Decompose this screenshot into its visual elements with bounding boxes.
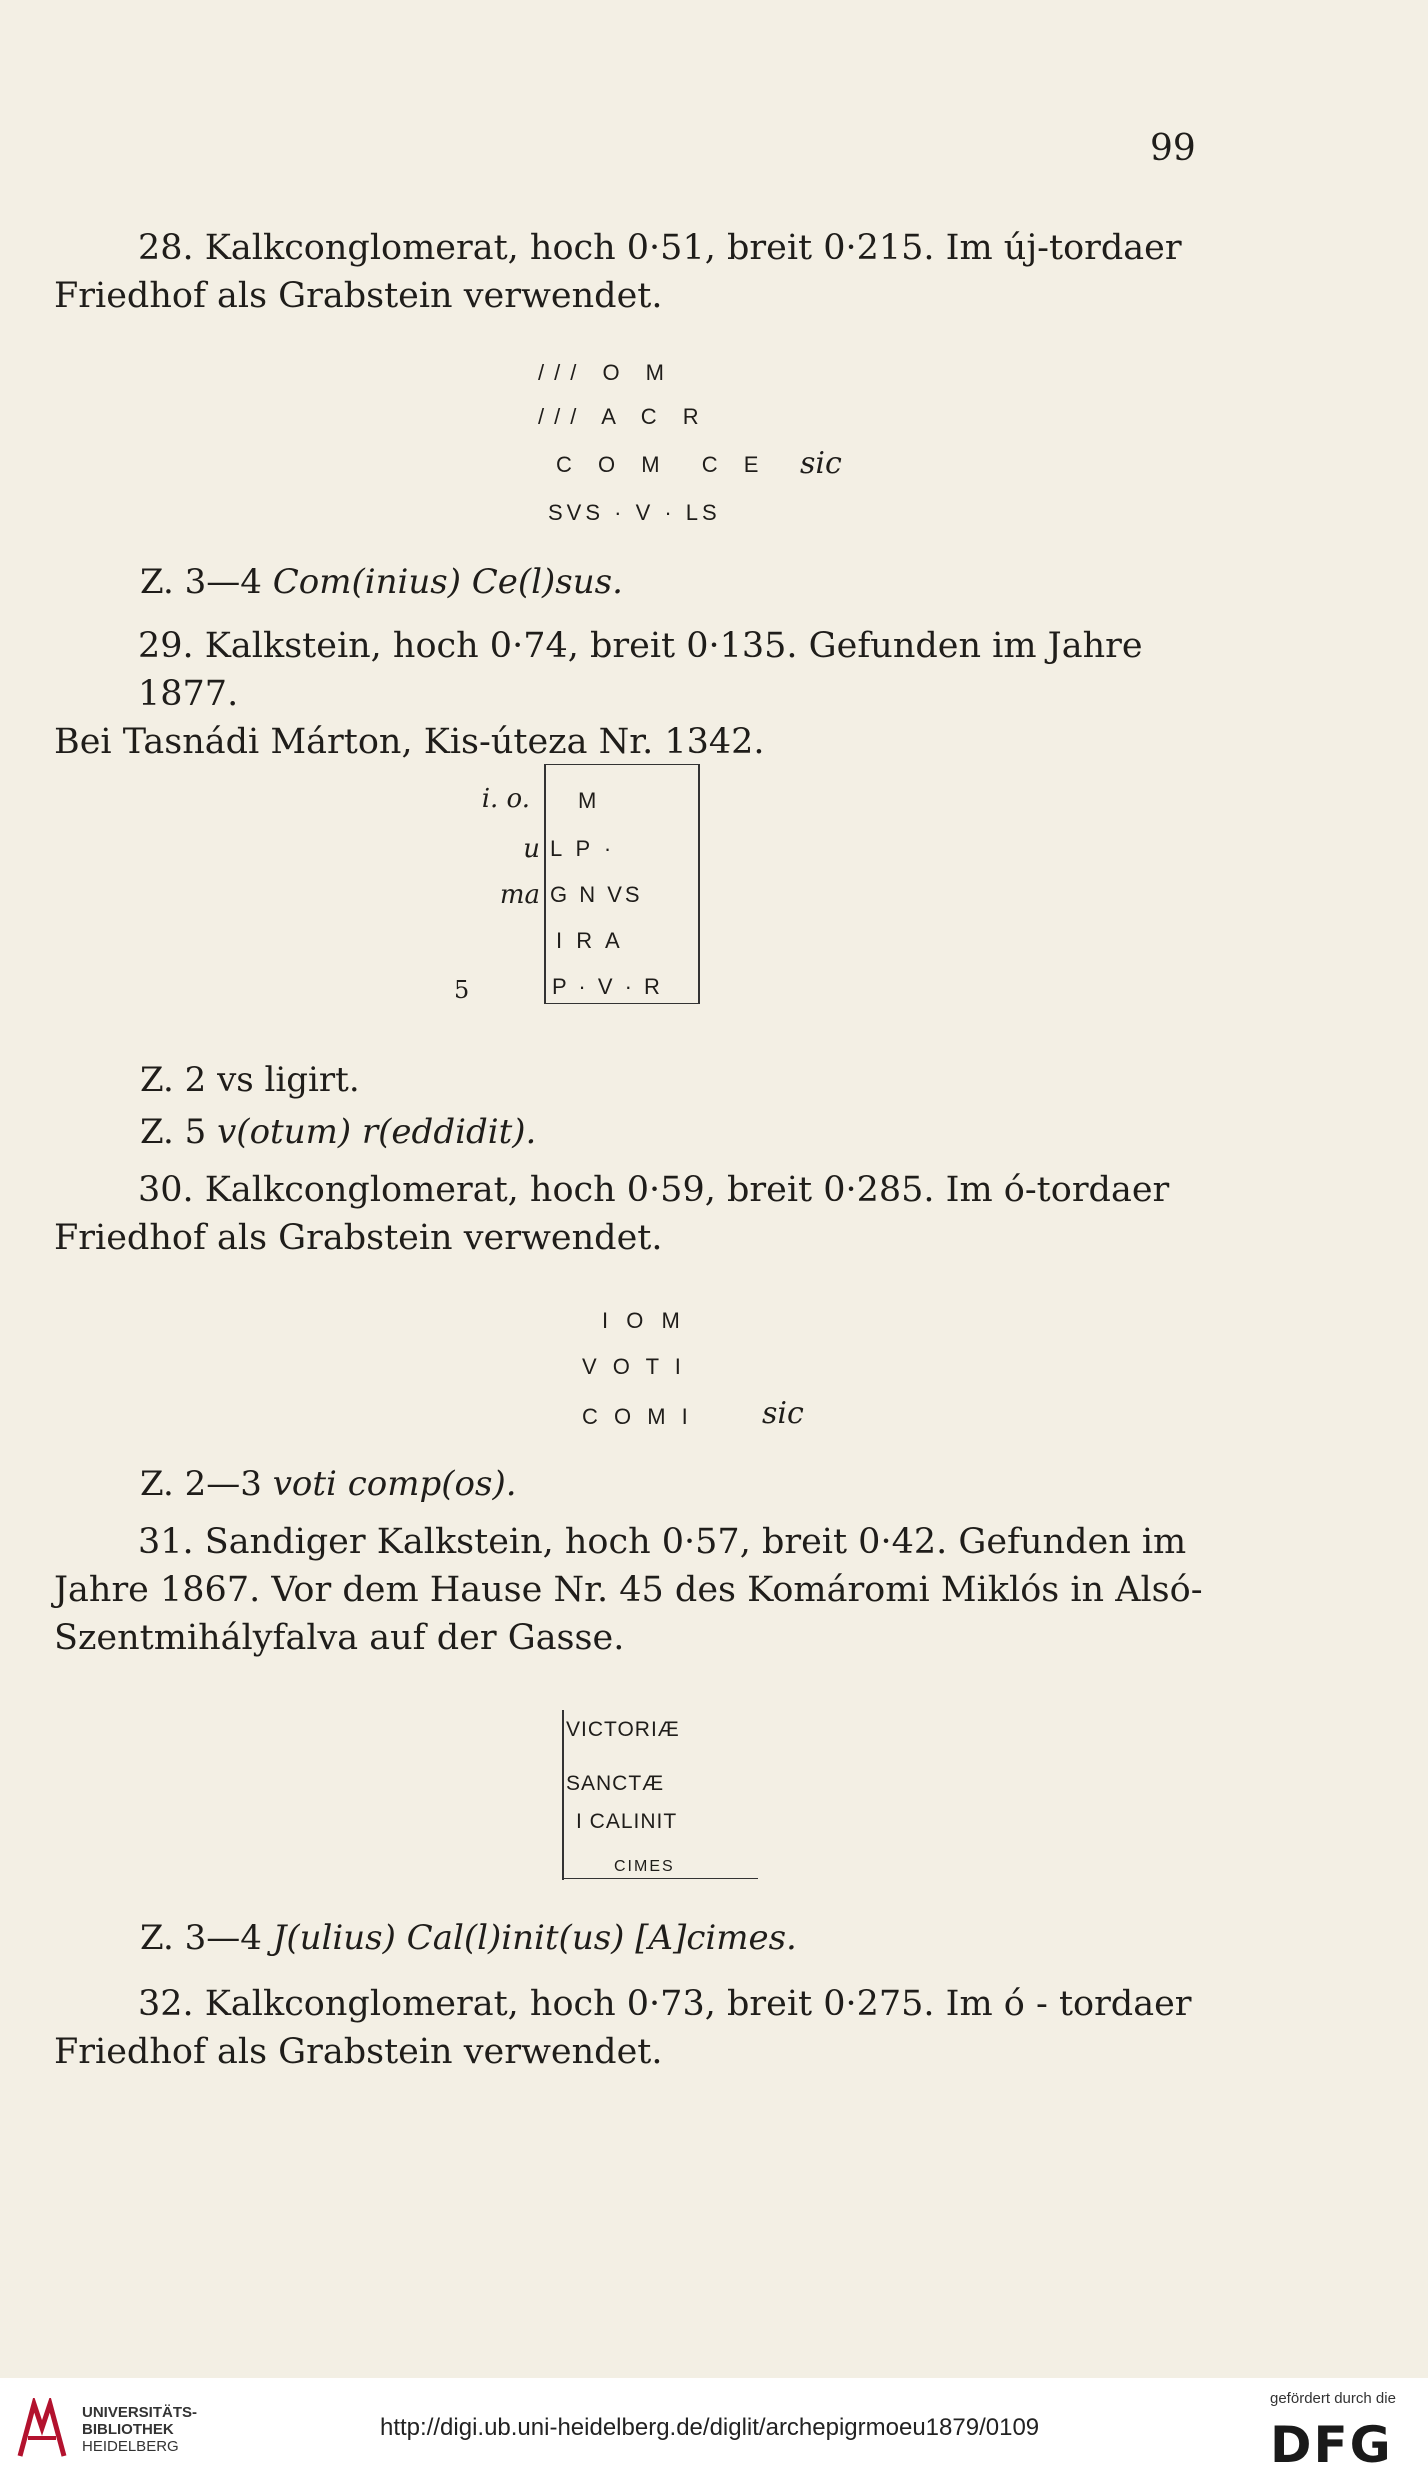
entry-28-sic: sic <box>800 446 842 481</box>
entry-30-sic: sic <box>762 1396 804 1431</box>
university-name-line-1: UNIVERSITÄTS- <box>82 2404 198 2421</box>
entry-28-line-2: Friedhof als Grabstein verwendet. <box>54 276 663 316</box>
entry-29-inscription-line-1: M <box>578 788 601 813</box>
entry-29-line-2: Bei Tasnádi Márton, Kis-úteza Nr. 1342. <box>54 722 765 762</box>
entry-31-inscription-line-2: SANCTÆ <box>566 1772 665 1795</box>
entry-31-inscription-box-bottom <box>562 1878 758 1879</box>
entry-30-inscription-line-3: C O M I <box>582 1404 693 1429</box>
entry-29-inscription-line-4: I R A <box>556 928 624 953</box>
entry-31-inscription-line-1: VICTORIÆ <box>566 1718 680 1741</box>
entry-29-line-1: 29. Kalkstein, hoch 0·74, breit 0·135. Gefunden im Jahre 1877. <box>138 626 1143 714</box>
entry-29-text <box>54 622 1204 766</box>
entry-28-text <box>54 224 1204 320</box>
entry-32-text <box>54 1980 1204 2076</box>
entry-28-note-italic: Com(inius) Ce(l)sus. <box>272 562 623 602</box>
footer-bar <box>0 2378 1428 2480</box>
dfg-logo: DFG <box>1270 2416 1393 2474</box>
entry-31-line-1: 31. Sandiger Kalkstein, hoch 0·57, breit 0·42. Gefunden im <box>138 1522 1187 1562</box>
entry-28-note-prefix: Z. 3—4 <box>140 562 273 602</box>
university-logo-icon <box>14 2398 70 2460</box>
entry-28-inscription-line-4: SVS · V · LS <box>548 500 721 525</box>
entry-29-note-2-italic: v(otum) r(eddidit). <box>217 1112 537 1152</box>
entry-29-line-number: 5 <box>454 976 470 1004</box>
entry-29-inscription-line-2: L P · <box>550 836 616 861</box>
entry-29-label-u: u <box>523 834 540 864</box>
entry-30-note <box>140 1464 517 1504</box>
university-name-line-3: HEIDELBERG <box>82 2438 179 2455</box>
entry-31-line-3: Szentmihályfalva auf der Gasse. <box>54 1618 625 1658</box>
entry-29-label-ma: ma <box>499 880 540 910</box>
entry-31-inscription-line-3: I CALINIT <box>576 1810 678 1833</box>
entry-30-line-2: Friedhof als Grabstein verwendet. <box>54 1218 663 1258</box>
entry-30-note-prefix: Z. 2—3 <box>140 1464 273 1504</box>
entry-31-note <box>140 1918 797 1958</box>
entry-32-line-1: 32. Kalkconglomerat, hoch 0·73, breit 0·275. Im ó - tordaer <box>138 1984 1192 2024</box>
dfg-caption: gefördert durch die <box>1270 2390 1396 2407</box>
university-name-line-2: BIBLIOTHEK <box>82 2421 174 2438</box>
entry-30-text <box>54 1166 1204 1262</box>
entry-29-inscription-line-5: P · V · R <box>552 974 663 999</box>
entry-28-inscription-line-2: /// A C R <box>538 404 709 429</box>
entry-31-text <box>54 1518 1204 1662</box>
entry-31-line-2: Jahre 1867. Vor dem Hause Nr. 45 des Komáromi Miklós in Alsó- <box>54 1570 1203 1610</box>
entry-29-inscription-line-3: G N VS <box>550 882 643 907</box>
entry-28-inscription-line-3: C O M C E <box>556 452 769 477</box>
entry-29-label-io: i. o. <box>481 784 530 814</box>
entry-29-note-2 <box>140 1112 536 1152</box>
entry-30-inscription-line-1: I O M <box>602 1308 686 1333</box>
entry-30-note-italic: voti comp(os). <box>272 1464 517 1504</box>
entry-30-line-1: 30. Kalkconglomerat, hoch 0·59, breit 0·285. Im ó-tordaer <box>138 1170 1170 1210</box>
university-name <box>82 2404 197 2455</box>
entry-31-note-prefix: Z. 3—4 <box>140 1918 273 1958</box>
entry-31-note-italic: J(ulius) Cal(l)init(us) [A]cimes. <box>272 1918 797 1958</box>
entry-32-line-2: Friedhof als Grabstein verwendet. <box>54 2032 663 2072</box>
source-url-link[interactable]: http://digi.ub.uni-heidelberg.de/diglit/archepigrmoeu1879/0109 <box>380 2414 1040 2441</box>
entry-28-line-1: 28. Kalkconglomerat, hoch 0·51, breit 0·215. Im új-tordaer <box>138 228 1182 268</box>
entry-28-note <box>140 562 623 602</box>
entry-31-inscription-line-4: CIMES <box>614 1858 675 1875</box>
entry-29-note-1: Z. 2 vs ligirt. <box>140 1060 360 1100</box>
page-number: 99 <box>1150 128 1196 169</box>
entry-28-inscription-line-1: /// O M <box>538 360 674 385</box>
entry-30-inscription-line-2: V O T I <box>582 1354 686 1379</box>
entry-29-note-2-prefix: Z. 5 <box>140 1112 218 1152</box>
